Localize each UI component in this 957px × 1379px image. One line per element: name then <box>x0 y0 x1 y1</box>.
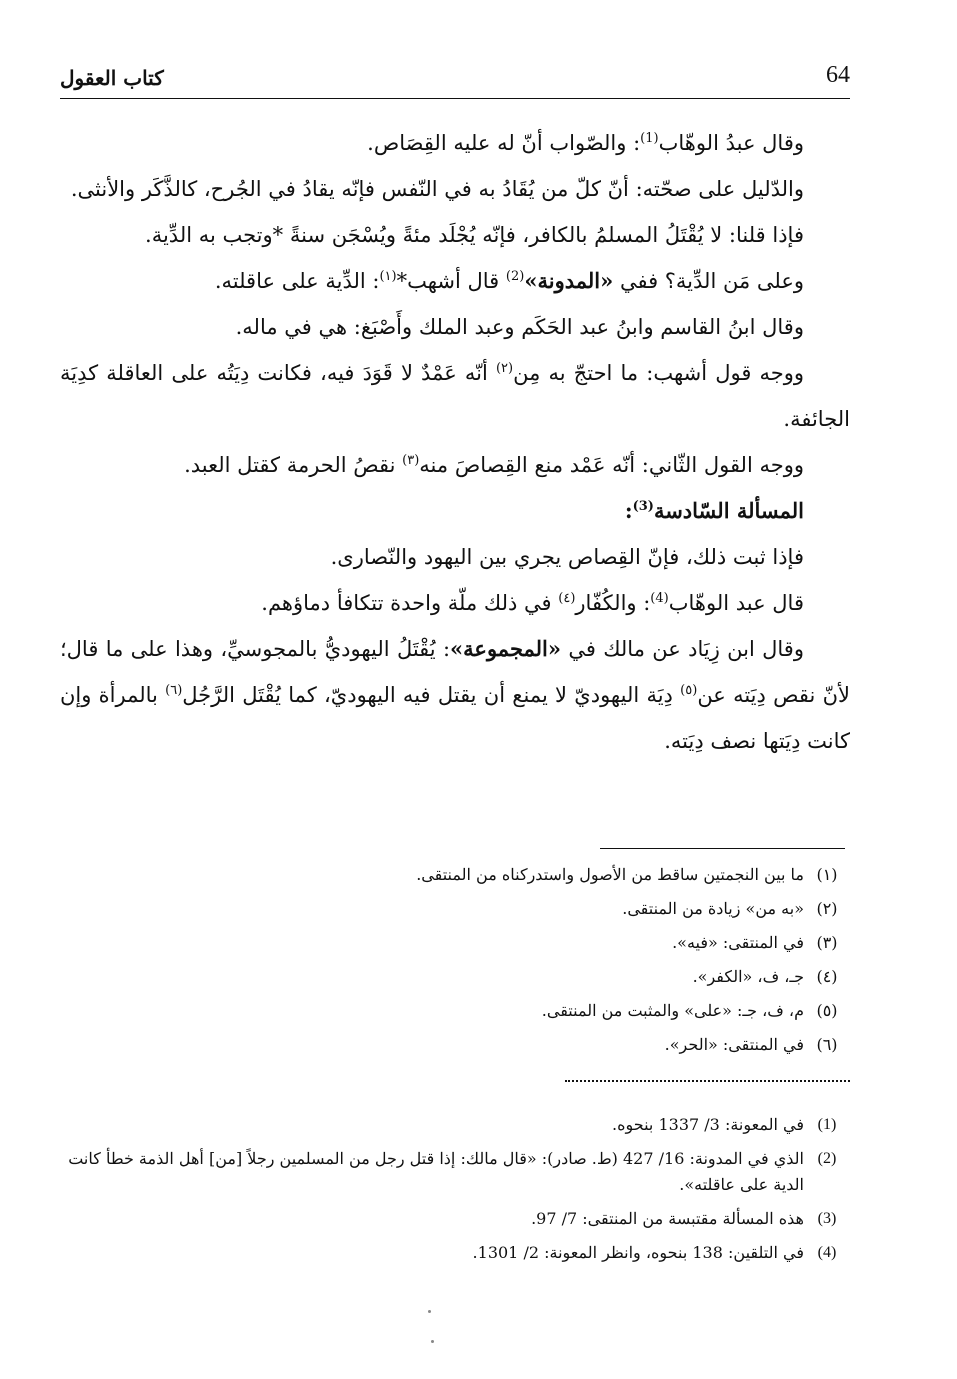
footnote-ref: (1) <box>640 131 659 146</box>
bold-book-title: «المجموعة» <box>450 636 562 661</box>
footnote-ref: (٢) <box>495 361 514 376</box>
running-title: كتاب العقول <box>60 66 164 90</box>
page-header <box>60 62 850 102</box>
paragraph-9: قال عبد الوهّاب$^{(4)}$: والكُفّار$^{(٤)}$ في ذلك ملّة واحدة تتكافأ دماؤهم. <box>261 591 804 615</box>
footnote <box>60 1028 850 1062</box>
paragraph-3: فإذا قلنا: لا يُقْتَلُ المسلمُ بالكافر، فإنّه يُجْلَد مئةً ويُسْجَن سنةً *وتجب به الدِّية. <box>145 223 804 247</box>
footnote <box>60 858 850 892</box>
dotted-separator <box>565 1080 850 1082</box>
footnote-text: «به من» زيادة من المنتقى. <box>622 899 804 918</box>
paragraph-2: والدّليل على صحّته: أنّ كلّ من يُقَادُ به في النّفس فإنّه يقادُ في الجُرح، كالذَّكَر والأنثى. <box>70 177 804 201</box>
footnote-text: في المنتقى: «فيه». <box>672 933 804 952</box>
header-rule <box>60 98 850 99</box>
paragraph-4: وعلى مَن الدِّية؟ ففي «المدونة»$^{(2)}$ قال أشهب*$^{(١)}$: الدِّية على عاقلته. <box>214 268 804 293</box>
footnote-number: (3) <box>817 1210 837 1227</box>
footnote-text: في المعونة: 3/ 1337 بنحوه. <box>612 1115 804 1134</box>
footnote-ref: (3) <box>632 499 654 514</box>
footnote-text: في المنتقى: «الحر». <box>664 1035 804 1054</box>
footnote <box>60 1236 850 1270</box>
footnote-text: هذه المسألة مقتبسة من المنتقى: 7/ 97. <box>531 1209 804 1228</box>
paragraph-7: ووجه القول الثّاني: أنّه عَمْد منع القِصاصَ منه$^{(٣)}$ نقصُ الحرمة كقتل العبد. <box>184 453 804 477</box>
footnote <box>60 892 850 926</box>
footnote-ref: (١) <box>379 269 397 284</box>
footnote-text: في التلقين: 138 بنحوه، وانظر المعونة: 2/ 1301. <box>472 1243 804 1262</box>
footnote <box>60 994 850 1028</box>
footnote-ref: (٣) <box>402 453 420 468</box>
footnote-number: (١) <box>816 865 838 884</box>
paragraph-6: ووجه قول أشهب: ما احتجّ به مِن$^{(٢)}$ أنّه عَمْدٌ لا قَوَدَ فيه، فكانت دِيَتُه على العاقلة كدِيَة الجائفة. <box>60 361 850 431</box>
footnote-separator <box>600 848 845 849</box>
footnote-number: (٦) <box>816 1035 838 1054</box>
footnote-ref: (4) <box>650 591 669 606</box>
footnote-number: (٢) <box>816 899 838 918</box>
scan-speck <box>431 1340 434 1343</box>
footnote-ref: (٦) <box>165 683 183 698</box>
main-text <box>60 120 850 764</box>
footnote-text: جـ، ف، «الكفر». <box>692 967 804 986</box>
scan-speck <box>428 1310 431 1313</box>
footnote-text: الذي في المدونة: 16/ 427 (ط. صادر): «قال مالك: إذا قتل رجل من المسلمين رجلاً [من] أهل الذمة خطأ كانت الدية على عاقلته». <box>68 1149 804 1194</box>
paragraph-10: وقال ابن زِيَاد عن مالك في «المجموعة»: يُقْتَلُ اليهوديُّ بالمجوسيِّ، وهذا على ما قال؛ لأنّ نقص دِيَته عن$^{(٥)}$ دِيَة اليهوديّ لا يمنع أن يقتل فيه اليهوديّ، كما يُقْتَل الرَّجُل$^{(٦)}$ بالمرأة وإن كانت دِيَتها نصف دِيَته. <box>60 636 850 753</box>
footnote-number: (4) <box>817 1244 837 1261</box>
footnote <box>60 960 850 994</box>
bold-book-title: «المدونة» <box>524 268 614 293</box>
footnote-text: م، ف، جـ: «على» والمثبت من المنتقى. <box>541 1001 804 1020</box>
editor-footnotes <box>60 1108 850 1270</box>
footnote <box>60 1108 850 1142</box>
footnote-ref: (٥) <box>680 683 698 698</box>
footnote-ref: (2) <box>505 269 525 284</box>
footnote-number: (2) <box>817 1150 837 1167</box>
footnote-number: (٥) <box>816 1001 838 1020</box>
page-number: 64 <box>826 62 850 88</box>
manuscript-footnotes <box>60 858 850 1062</box>
footnote <box>60 1142 850 1202</box>
paragraph-1: وقال عبدُ الوهّاب$^{(1)}$: والصّواب أنّ له عليه القِصَاص. <box>367 131 804 155</box>
section-heading: المسألة السّادسة$^{(3)}$: <box>624 498 804 523</box>
footnote-number: (٤) <box>816 967 838 986</box>
footnote-ref: (٤) <box>558 591 576 606</box>
paragraph-8: فإذا ثبت ذلك، فإنّ القِصاص يجري بين اليهود والنّصارى. <box>330 545 804 569</box>
footnote-number: (1) <box>817 1116 837 1133</box>
footnote-number: (٣) <box>816 933 838 952</box>
paragraph-5: وقال ابنُ القاسم وابنُ عبد الحَكَم وعبد الملك وأَصْبَغ: هي في ماله. <box>235 315 804 339</box>
footnote <box>60 926 850 960</box>
footnote <box>60 1202 850 1236</box>
footnote-text: ما بين النجمتين ساقط من الأصول واستدركناه من المنتقى. <box>416 865 804 884</box>
